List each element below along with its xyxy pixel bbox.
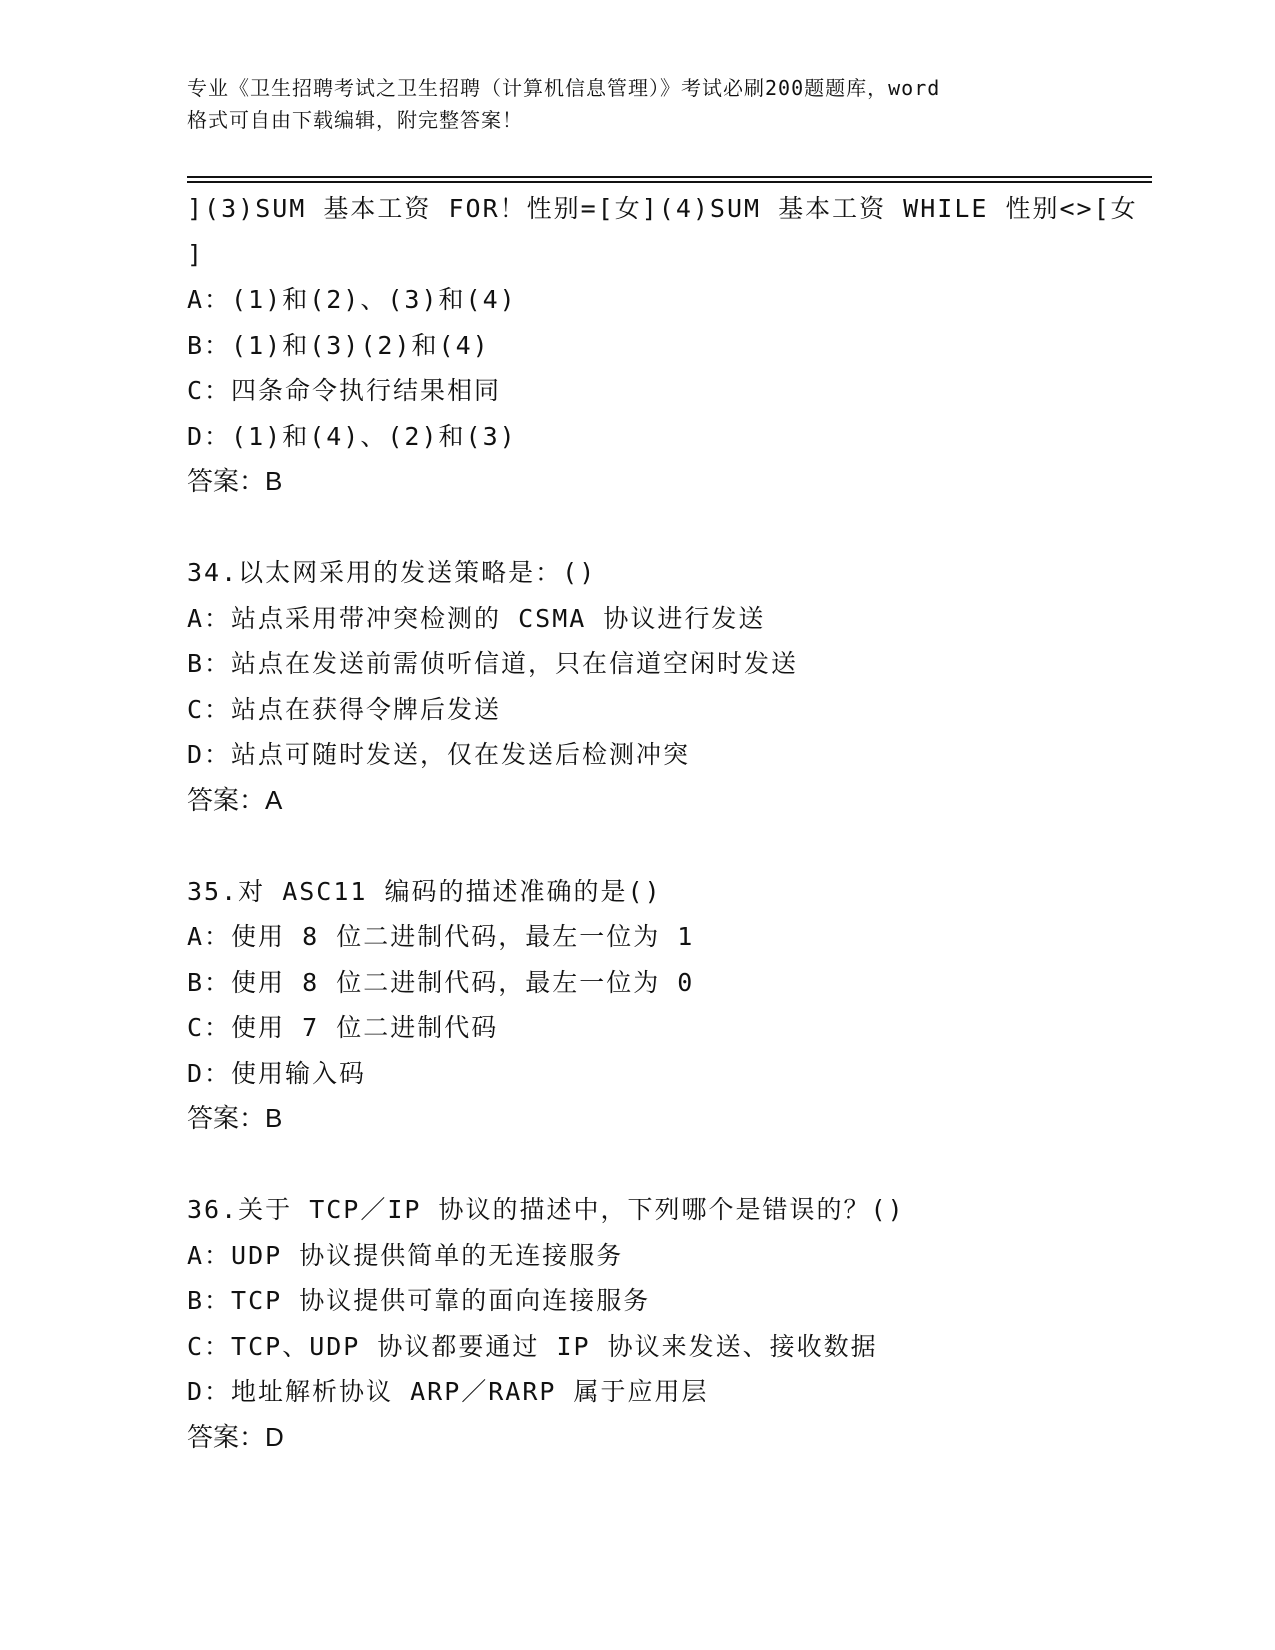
- option-c: C：使用 7 位二进制代码: [187, 1013, 499, 1042]
- question-34: [187, 550, 1147, 823]
- option-d: D：站点可随时发送，仅在发送后检测冲突: [187, 740, 691, 769]
- question-text: 36.关于 TCP／IP 协议的描述中，下列哪个是错误的？(): [187, 1195, 905, 1224]
- option-b: B：(1)和(3)(2)和(4): [187, 330, 490, 360]
- question-text-line: ](3)SUM 基本工资 FOR！性别=[女](4)SUM 基本工资 WHILE 性别<>[女: [187, 194, 1138, 223]
- header-line-1: 专业《卫生招聘考试之卫生招聘（计算机信息管理）》考试必刷200题题库，word: [187, 76, 941, 100]
- option-d: D：地址解析协议 ARP／RARP 属于应用层: [187, 1377, 709, 1406]
- question-36: [187, 1187, 1147, 1460]
- option-d: D：(1)和(4)、(2)和(3): [187, 421, 517, 451]
- spacer: [187, 505, 1147, 551]
- option-b: B：使用 8 位二进制代码，最左一位为 0: [187, 967, 695, 997]
- option-a: A：(1)和(2)、(3)和(4): [187, 285, 517, 314]
- option-c: C：TCP、UDP 协议都要通过 IP 协议来发送、接收数据: [187, 1331, 878, 1361]
- option-a: A：使用 8 位二进制代码，最左一位为 1: [187, 922, 695, 951]
- header-line-2: 格式可自由下载编辑，附完整答案！: [187, 108, 523, 132]
- question-text: 34.以太网采用的发送策略是：(): [187, 558, 597, 587]
- question-text-line: ]: [187, 239, 205, 269]
- option-b: B：站点在发送前需侦听信道，只在信道空闲时发送: [187, 649, 799, 678]
- spacer: [187, 1142, 1147, 1188]
- answer-line: 答案：D: [187, 1421, 284, 1452]
- question-text: 35.对 ASC11 编码的描述准确的是(): [187, 876, 662, 906]
- option-a: A：站点采用带冲突检测的 CSMA 协议进行发送: [187, 603, 766, 633]
- answer-line: 答案：B: [187, 466, 283, 496]
- option-c: C：四条命令执行结果相同: [187, 376, 502, 405]
- spacer: [187, 823, 1147, 869]
- question-continuation: [187, 186, 1147, 505]
- option-a: A：UDP 协议提供简单的无连接服务: [187, 1240, 624, 1270]
- question-35: [187, 869, 1147, 1142]
- document-header: [187, 72, 1087, 136]
- option-b: B：TCP 协议提供可靠的面向连接服务: [187, 1286, 651, 1315]
- header-divider-top: [187, 176, 1152, 178]
- option-c: C：站点在获得令牌后发送: [187, 694, 502, 724]
- option-d: D：使用输入码: [187, 1058, 367, 1088]
- header-divider-bottom: [187, 181, 1152, 183]
- question-content: [187, 186, 1147, 1460]
- answer-line: 答案：B: [187, 1103, 283, 1133]
- answer-line: 答案：A: [187, 784, 283, 815]
